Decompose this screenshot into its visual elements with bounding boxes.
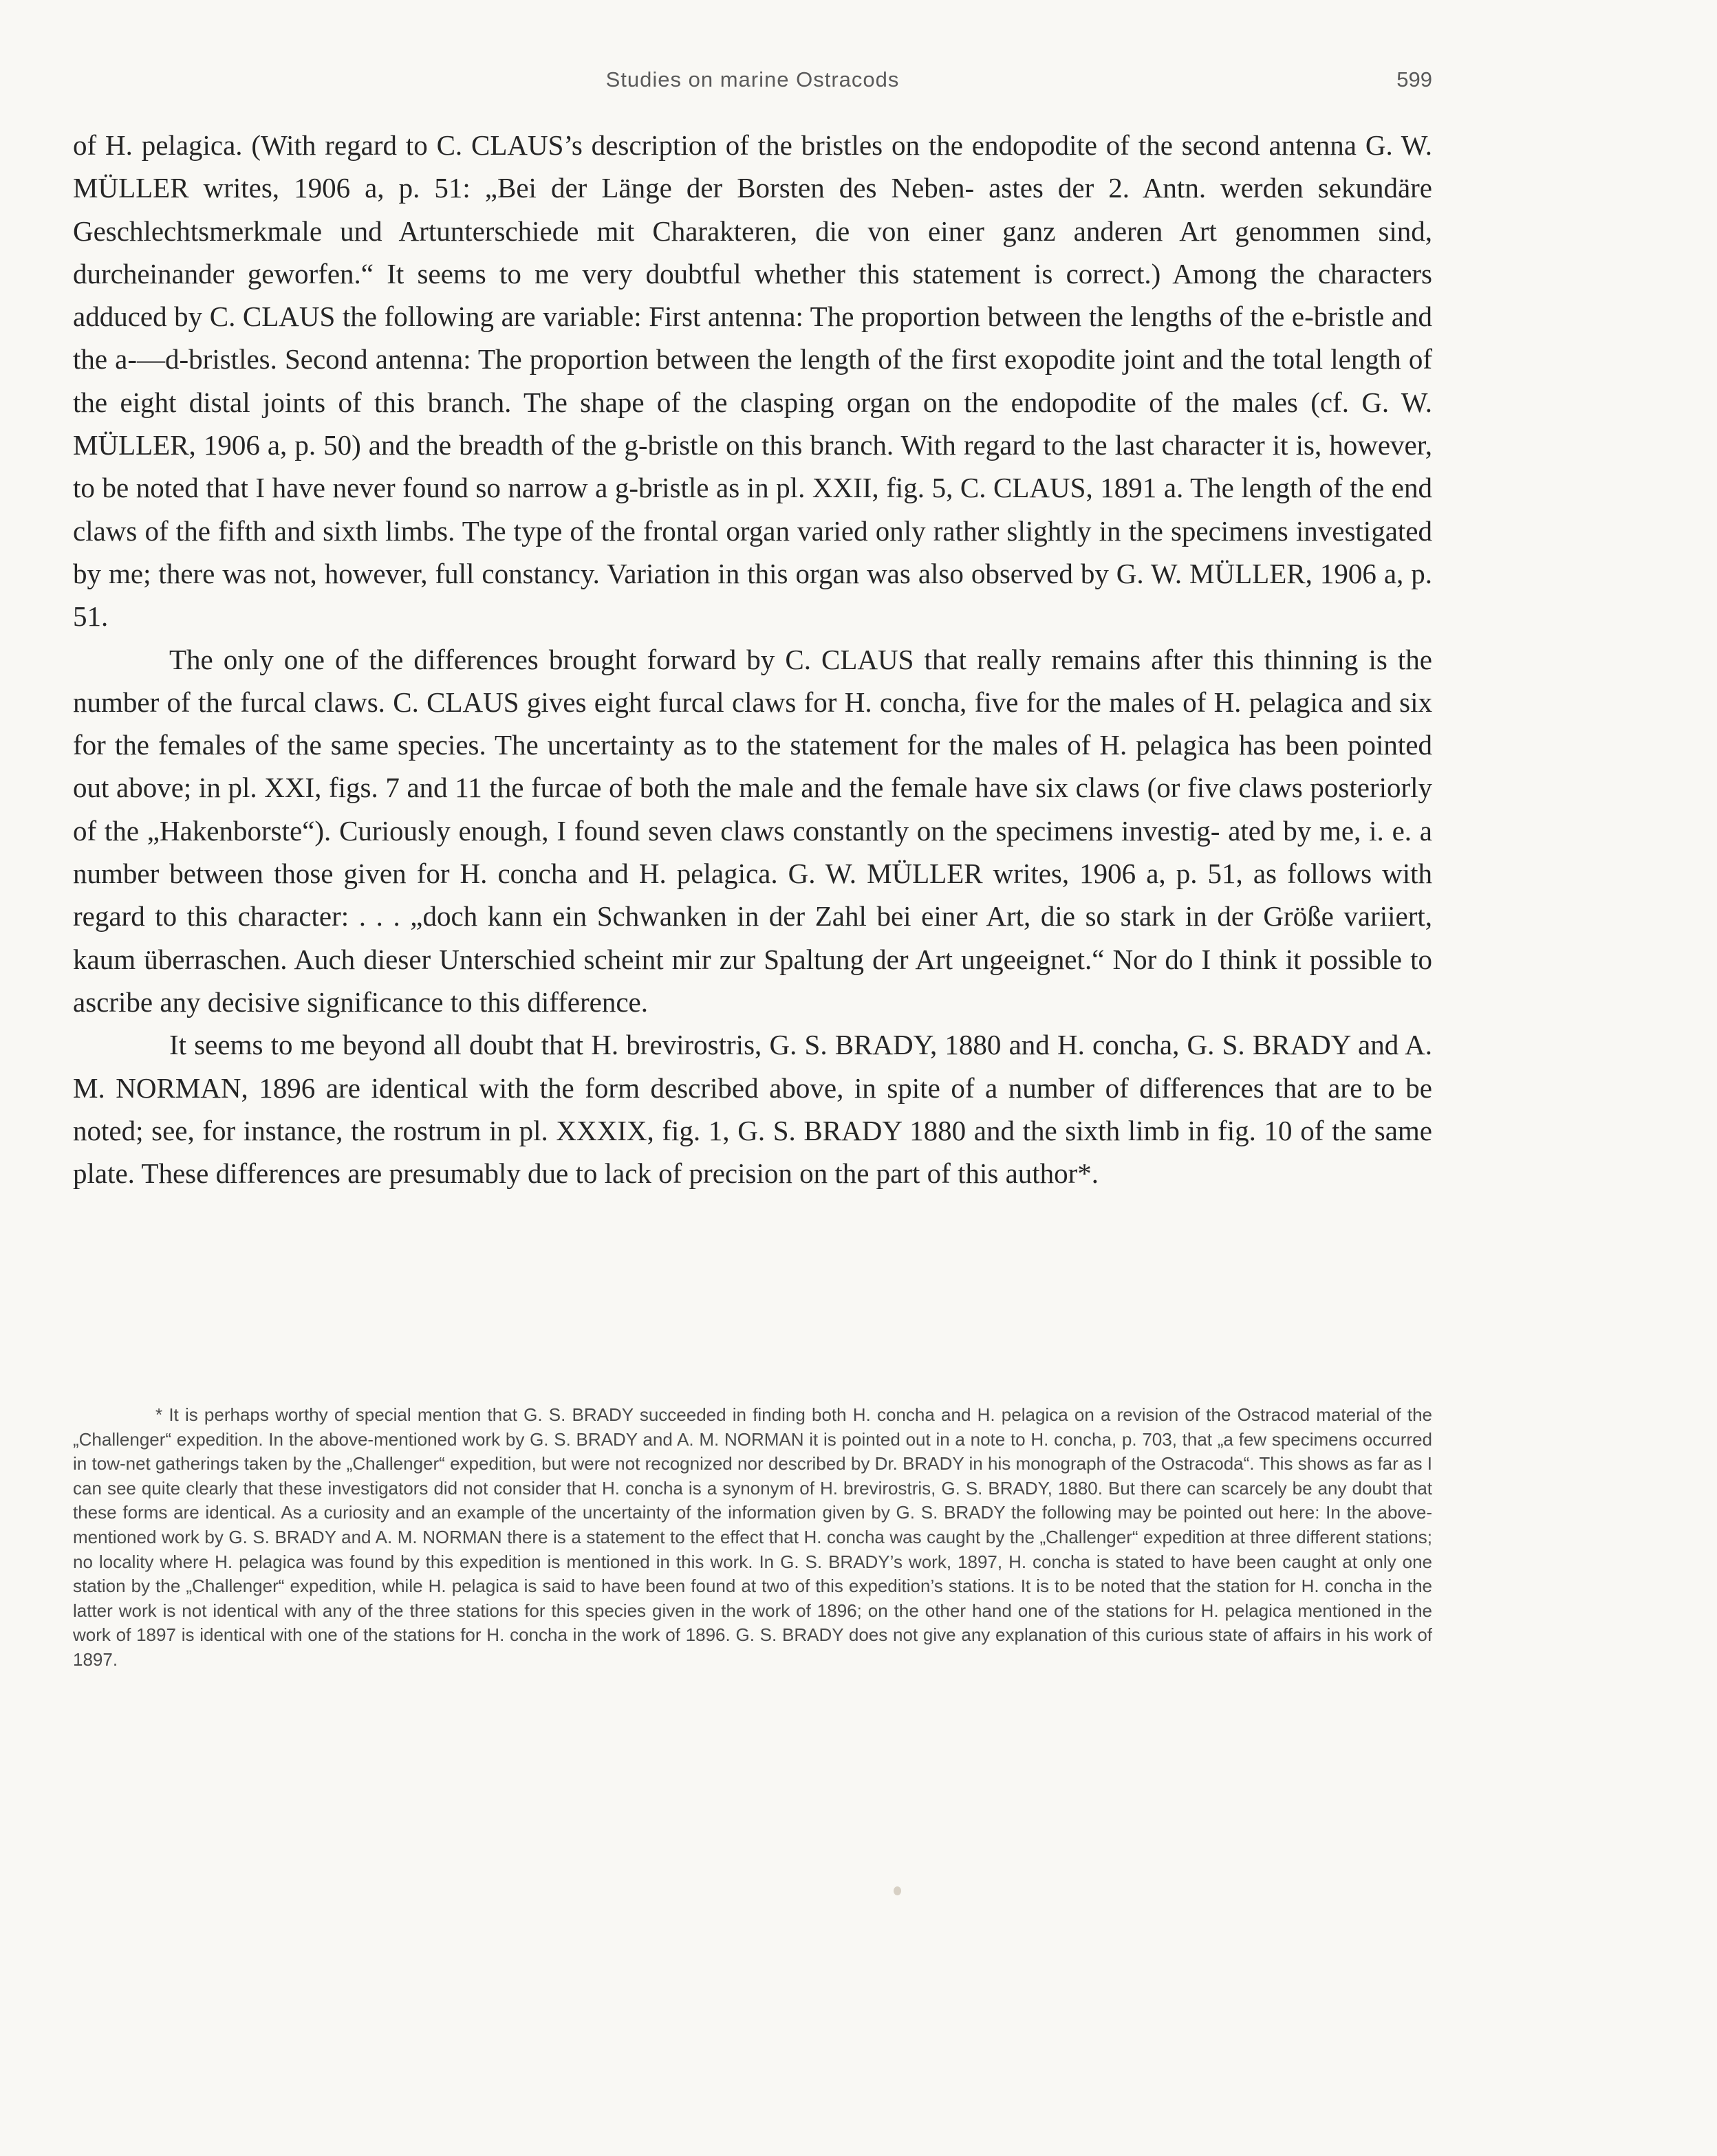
paragraph-brevirostris-identity: It seems to me beyond all doubt that H. brevirostris, G. S. BRADY, 1880 and H. concha, G. S. BRADY and A. M. NORMAN, 1896 are identical with the form described above, in spite of a number of differences that are to be noted; see, for instance, the rostrum in pl. XXXIX, fig. 1, G. S. BRADY 1880 and the sixth limb in fig. 10 of the same plate. These differences are presumably due to lack of precision on the part of this author*. — [73, 1029, 1432, 1190]
body-text — [73, 124, 1432, 1195]
paragraph-furcal-claws: The only one of the differences brought forward by C. CLAUS that really remains after this thinning is the number of the furcal claws. C. CLAUS gives eight furcal claws for H. concha, five for the males of H. pelagica and six for the females of the same species. The uncertainty as to the statement for the males of H. pelagica has been pointed out above; in pl. XXI, figs. 7 and 11 the furcae of both the male and the female have six claws (or five claws posteriorly of the „Hakenborste“). Curiously enough, I found seven claws constantly on the specimens investig- ated by me, i. e. a number between those given for H. concha and H. pelagica. G. W. MÜLLER writes, 1906 a, p. 51, as follows with regard to this character: . . . „doch kann ein Schwanken in der Zahl bei einer Art, die so stark in der Größe variiert, kaum überraschen. Auch dieser Unterschied scheint mir zur Spaltung der Art ungeeignet.“ Nor do I think it possible to ascribe any decisive significance to this difference. — [73, 643, 1432, 1018]
page-number: 599 — [1396, 67, 1432, 91]
footnote-challenger: * It is perhaps worthy of special mention that G. S. BRADY succeeded in finding both H. concha and H. pelagica on a revision of the Ostracod material of the „Challenger“ expedition. In the above-mentioned work by G. S. BRADY and A. M. NORMAN it is pointed out in a note to H. concha, p. 703, that „a few specimens occurred in tow-net gatherings taken by the „Challenger“ expedition, but were not recognized nor described by Dr. BRADY in his monograph of the Ostracoda“. This shows as far as I can see quite clearly that these investigators did not consider that H. concha is a synonym of H. brevirostris, G. S. BRADY, 1880. But there can scarcely be any doubt that these forms are identical. As a curiosity and an example of the uncertainty of the information given by G. S. BRADY the following may be pointed out here: In the above-mentioned work by G. S. BRADY and A. M. NORMAN there is a statement to the effect that H. concha was caught by the „Challenger“ expedition at three different stations; no locality where H. pelagica was found by this expedition is mentioned in this work. In G. S. BRADY’s work, 1897, H. concha is stated to have been caught at only one station by the „Challenger“ expedition, while H. pelagica is said to have been found at two of this expedition’s stations. It is to be noted that the station for H. concha in the latter work is not identical with any of the three stations for this species given in the work of 1896; on the other hand one of the stations for H. pelagica mentioned in the work of 1897 is identical with one of the stations for H. concha in the work of 1896. G. S. BRADY does not give any explanation of this curious state of affairs in his work of 1897. — [73, 1404, 1432, 1670]
paragraph-claus-bristles: of H. pelagica. (With regard to C. CLAUS’s description of the bristles on the endopodite of the second antenna G. W. MÜLLER writes, 1906 a, p. 51: „Bei der Länge der Borsten des Neben- astes der 2. Antn. werden sekundäre Geschlechtsmerkmale und Artunterschiede mit Charakteren, die von einer ganz anderen Art genommen sind, durcheinander geworfen.“ It seems to me very doubtful whether this statement is correct.) Among the characters adduced by C. CLAUS the following are variable: First antenna: The proportion between the lengths of the e-bristle and the a-—d-bristles. Second antenna: The proportion between the length of the first exopodite joint and the total length of the eight distal joints of this branch. The shape of the clasping organ on the endopodite of the males (cf. G. W. MÜLLER, 1906 a, p. 50) and the breadth of the g-bristle on this branch. With regard to the last character it is, however, to be noted that I have never found so narrow a g-bristle as in pl. XXII, fig. 5, C. CLAUS, 1891 a. The length of the end claws of the fifth and sixth limbs. The type of the frontal organ varied only rather slightly in the specimens investigated by me; there was not, however, full constancy. Variation in this organ was also observed by G. W. MÜLLER, 1906 a, p. 51. — [73, 129, 1432, 633]
running-title: Studies on marine Ostracods — [605, 67, 900, 91]
paper-speck-mark — [894, 1886, 901, 1895]
footnotes — [73, 1403, 1432, 1673]
running-header — [73, 67, 1432, 102]
